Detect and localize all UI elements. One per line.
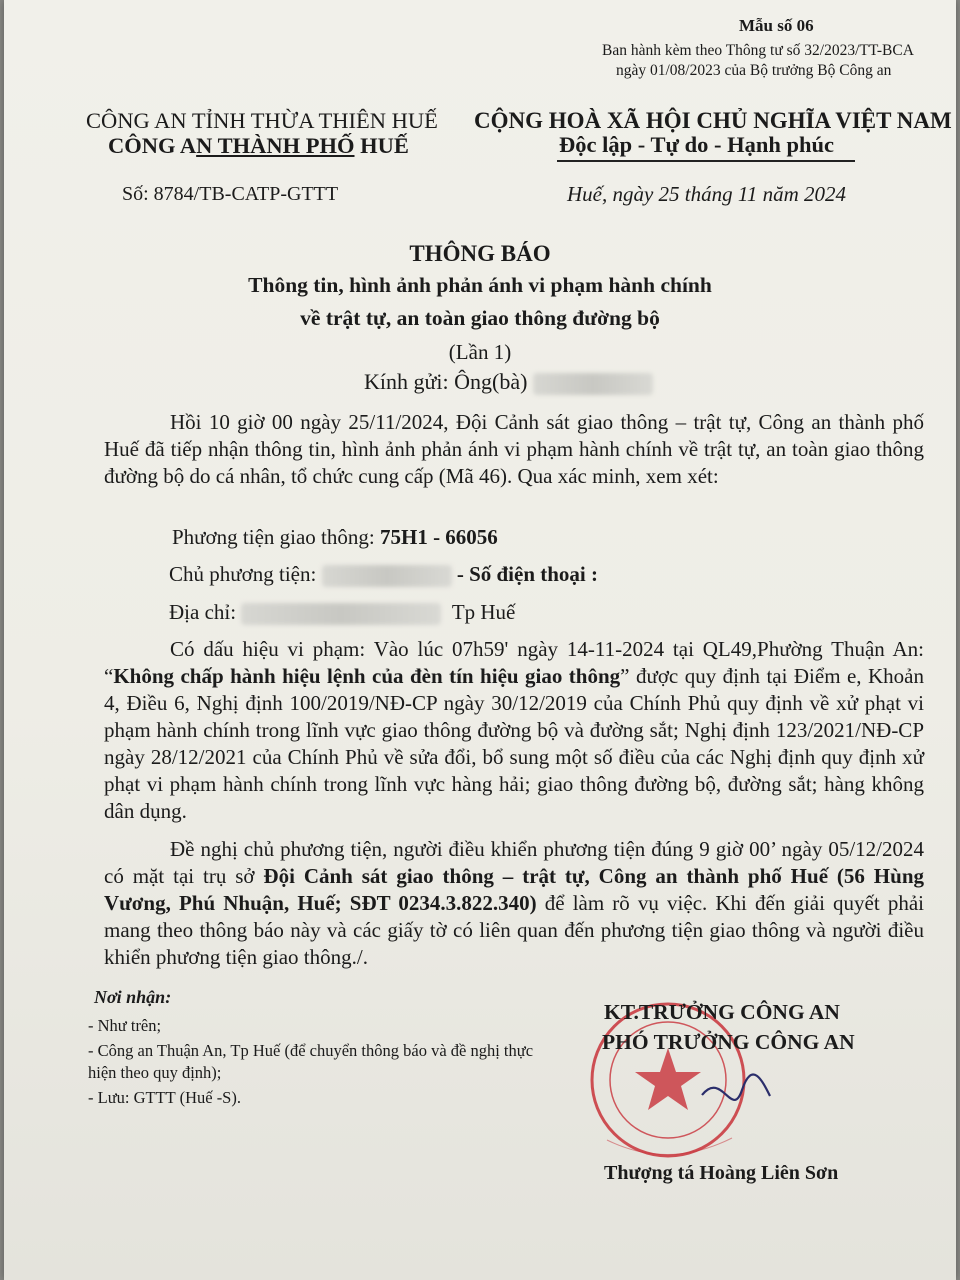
addressee-label: Kính gửi: Ông(bà) (364, 369, 528, 394)
owner-row (169, 562, 598, 587)
document-title: THÔNG BÁO (409, 241, 551, 266)
signature-title-2: PHÓ TRƯỞNG CÔNG AN (602, 1030, 855, 1054)
document-number: Số: 8784/TB-CATP-GTTT (122, 183, 339, 205)
vehicle-label: Phương tiện giao thông: (172, 525, 380, 549)
address-city: Tp Huế (451, 600, 516, 624)
recipients-title: Nơi nhận: (94, 987, 172, 1007)
agency-name-part3: HUẾ (354, 133, 409, 158)
agency-name (108, 133, 409, 159)
form-number: Mẫu số 06 (739, 16, 814, 35)
recipient-item: - Lưu: GTTT (Huế -S). (88, 1088, 241, 1107)
agency-name-part2: N THÀNH PHỐ (196, 133, 355, 158)
request-instructions: để làm rõ vụ việc. Khi đến giải quyết phải mang theo thông báo này và các giấy tờ có liên quan đến phương tiện giao thông và người điều khiển phương tiện giao thông./. (104, 891, 924, 969)
motto-underline (557, 160, 855, 162)
owner-label: Chủ phương tiện: (169, 562, 322, 586)
violation-type: Không chấp hành hiệu lệnh của đèn tín hiệu giao thông (113, 664, 621, 688)
intro-paragraph: Hồi 10 giờ 00 ngày 25/11/2024, Đội Cảnh sát giao thông – trật tự, Công an thành phố Huế đã tiếp nhận thông tin, hình ảnh phản ánh vi phạm hành chính về trật tự, an toàn giao thông đường bộ do cá nhân, tổ chức cung cấp (Mã 46). Qua xác minh, xem xét: (104, 410, 924, 488)
address-label: Địa chỉ: (169, 600, 242, 624)
violation-paragraph (104, 636, 924, 825)
document-subtitle-2: về trật tự, an toàn giao thông đường bộ (300, 306, 660, 330)
document-subtitle-1: Thông tin, hình ảnh phản ánh vi phạm hành chính (248, 273, 712, 297)
signer-name: Thượng tá Hoàng Liên Sơn (604, 1162, 839, 1184)
signature-title-1: KT.TRƯỞNG CÔNG AN (604, 1000, 840, 1024)
violation-intro: Có dấu hiệu vi phạm: Vào lúc 07h59' ngày 14-11-2024 tại QL49,Phường Thuận An: “ (104, 637, 924, 688)
national-motto: Độc lập - Tự do - Hạnh phúc (559, 132, 835, 157)
phone-label: - Số điện thoại : (451, 562, 599, 586)
redacted-name (533, 373, 653, 395)
recipient-item: - Như trên; (88, 1016, 162, 1035)
addressee (364, 369, 653, 395)
request-location: Đội Cảnh sát giao thông – trật tự, Công an thành phố Huế (56 Hùng Vương, Phú Nhuận, Huế; SĐT 0234.3.822.340) (104, 864, 925, 915)
document-page (4, 0, 956, 1280)
address-row (169, 600, 515, 625)
violation-legal-basis: ” được quy định tại Điểm e, Khoản 4, Điều 6, Nghị định 100/2019/NĐ-CP ngày 30/12/2019 của Chính Phủ quy định về xử phạt vi phạm hành chính trong lĩnh vực giao thông đường bộ và đường sắt; Nghị định 123/2021/NĐ-CP ngày 28/12/2021 của Chính Phủ về sửa đổi, bổ sung một số điều của các Nghị định quy định xử phạt vi phạm hành chính trong lĩnh vực hàng hải; giao thông đường bộ, đường sắt; hàng không dân dụng. (104, 664, 924, 823)
request-intro: Đề nghị chủ phương tiện, người điều khiển phương tiện đúng 9 giờ 00’ ngày 05/12/2024 có mặt tại trụ sở (104, 837, 924, 888)
redacted-owner (322, 565, 452, 587)
agency-name-part1: CÔNG A (108, 133, 197, 158)
redacted-address (241, 603, 441, 625)
notice-round: (Lần 1) (448, 340, 512, 364)
form-issued-line1: Ban hành kèm theo Thông tư số 32/2023/TT-BCA (602, 42, 914, 59)
vehicle-row (172, 525, 498, 550)
license-plate: 75H1 - 66056 (379, 525, 498, 549)
agency-parent: CÔNG AN TỈNH THỪA THIÊN HUẾ (86, 108, 438, 133)
signature-scribble (702, 1074, 770, 1099)
country-name: CỘNG HOÀ XÃ HỘI CHỦ NGHĨA VIỆT NAM (474, 108, 952, 133)
stamp-star-icon (635, 1048, 701, 1110)
form-issued-line2: ngày 01/08/2023 của Bộ trưởng Bộ Công an (616, 62, 892, 79)
request-paragraph (104, 836, 924, 971)
recipient-item: - Công an Thuận An, Tp Huế (để chuyển thông báo và đề nghị thực hiện theo quy định); (88, 1041, 534, 1082)
place-date: Huế, ngày 25 tháng 11 năm 2024 (567, 182, 846, 206)
